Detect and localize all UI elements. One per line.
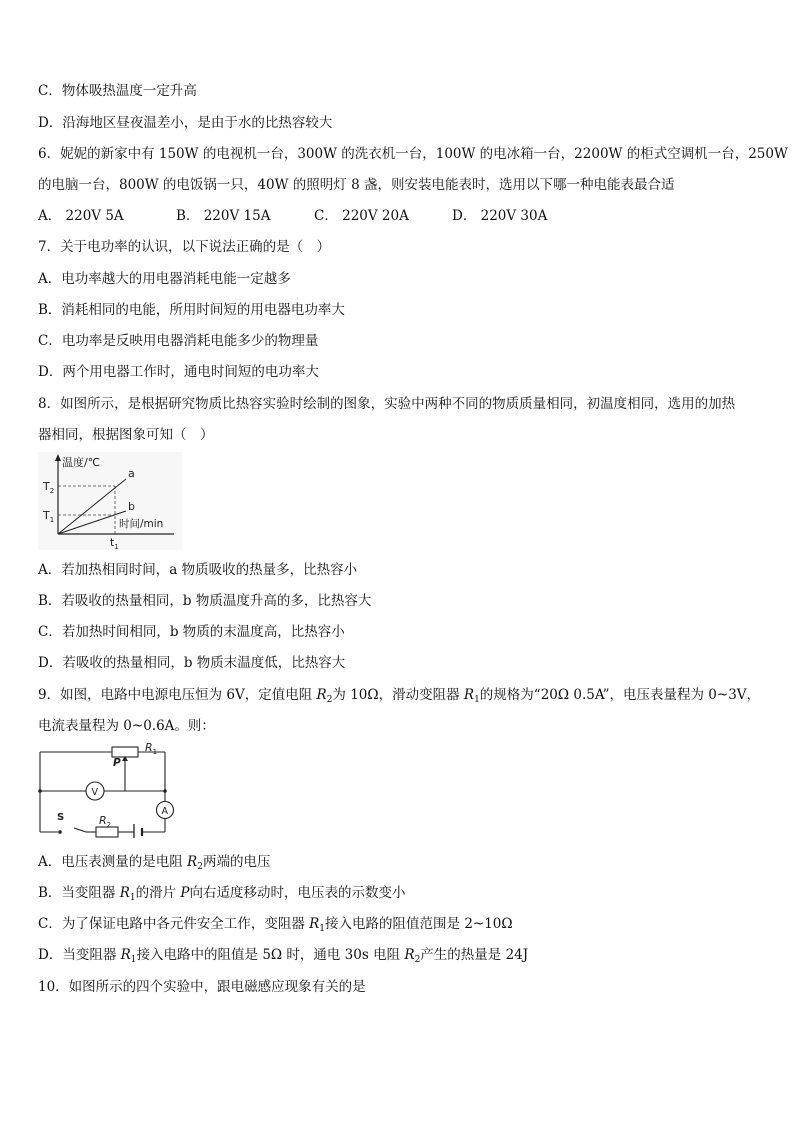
label-s: S (57, 812, 65, 823)
switch-icon (58, 830, 62, 834)
q9-option-a: A．电压表测量的是电阻 $R_2$两端的电压 (38, 854, 271, 872)
q8-stem-line1: 8．如图所示，是根据研究物质比热容实验时绘制的图象，实验中两种不同的物质质量相同，初温度相同，选用的加热 (38, 396, 736, 412)
label-v: V (91, 787, 98, 798)
line-b (58, 511, 126, 534)
y-axis-label: 温度/℃ (62, 456, 101, 469)
q5-option-c: C．物体吸热温度一定升高 (38, 83, 197, 99)
q10-stem: 10．如图所示的四个实验中，跟电磁感应现象有关的是 (38, 979, 366, 995)
q8-option-d: D．若吸收的热量相同，b 物质末温度低，比热容大 (38, 655, 346, 671)
q7-stem: 7．关于电功率的认识，以下说法正确的是（ ） (38, 239, 331, 255)
label-r2: $R_2$ (99, 814, 112, 829)
q9-circuit-diagram (38, 740, 178, 838)
label-a: A (161, 806, 168, 817)
q7-option-b: B．消耗相同的电能，所用时间短的用电器电功率大 (38, 302, 345, 318)
q8-option-b: B．若吸收的热量相同，b 物质温度升高的多，比热容大 (38, 593, 372, 609)
q6-option-a: A． 220V 5A (38, 208, 124, 224)
q8-option-c: C．若加热时间相同，b 物质的末温度高，比热容小 (38, 624, 345, 640)
q6-option-c: C． 220V 20A (314, 208, 409, 224)
q7-option-d: D．两个用电器工作时，通电时间短的电功率大 (38, 364, 319, 380)
q6-option-d: D． 220V 30A (452, 208, 548, 224)
q8-graph-svg (38, 452, 182, 550)
q8-temperature-graph (38, 452, 182, 550)
q6-option-b: B． 220V 15A (176, 208, 271, 224)
q6-stem-line2: 的电脑一台，800W 的电饭锅一只，40W 的照明灯 8 盏，则安装电能表时，选用以下哪一种电能表最合适 (38, 177, 675, 193)
label-r1: $R_1$ (145, 741, 158, 756)
tick-t1: $t_1$ (110, 536, 119, 550)
q7-option-c: C．电功率是反映用电器消耗电能多少的物理量 (38, 333, 319, 349)
q8-stem-line2: 器相同，根据图象可知（ ） (38, 427, 214, 443)
q9-option-b: B．当变阻器 $R_1$的滑片 P向右适度移动时，电压表的示数变小 (38, 885, 406, 903)
q9-option-d: D．当变阻器 $R_1$接入电路中的阻值是 5Ω 时，通电 30s 电阻 $R_2$产生的热量是 24J (38, 947, 529, 965)
q7-option-a: A．电功率越大的用电器消耗电能一定越多 (38, 271, 291, 287)
q5-option-d: D．沿海地区昼夜温差小，是由于水的比热容较大 (38, 115, 333, 131)
q9-option-c: C．为了保证电路中各元件安全工作，变阻器 $R_1$接入电路的阻值范围是 2~10Ω (38, 916, 513, 934)
y-axis-arrow (55, 454, 61, 461)
q6-options (38, 207, 598, 225)
q9-stem-line1: 9．如图，电路中电源电压恒为 6V，定值电阻 $R_2$为 10Ω，滑动变阻器 $R_1$的规格为“20Ω 0.5A”，电压表量程为 0~3V， (38, 687, 761, 705)
x-axis-label: 时间/min (119, 518, 164, 530)
q6-stem-line1: 6．妮妮的新家中有 150W 的电视机一台，300W 的洗衣机一台，100W 的电冰箱一台，2200W 的柜式空调机一台，250W (38, 146, 788, 162)
resistor-r1 (112, 747, 138, 757)
q9-circuit-svg (38, 740, 178, 838)
tick-T1: $T_1$ (43, 509, 55, 524)
line-a (58, 479, 126, 534)
q8-option-a: A．若加热相同时间，a 物质吸收的热量多，比热容小 (38, 562, 358, 578)
label-a: a (128, 467, 135, 480)
q9-stem-line2: 电流表量程为 0~0.6A。则： (38, 718, 215, 734)
label-b: b (128, 500, 135, 513)
tick-T2: $T_2$ (43, 480, 55, 495)
label-p: P (113, 757, 121, 769)
